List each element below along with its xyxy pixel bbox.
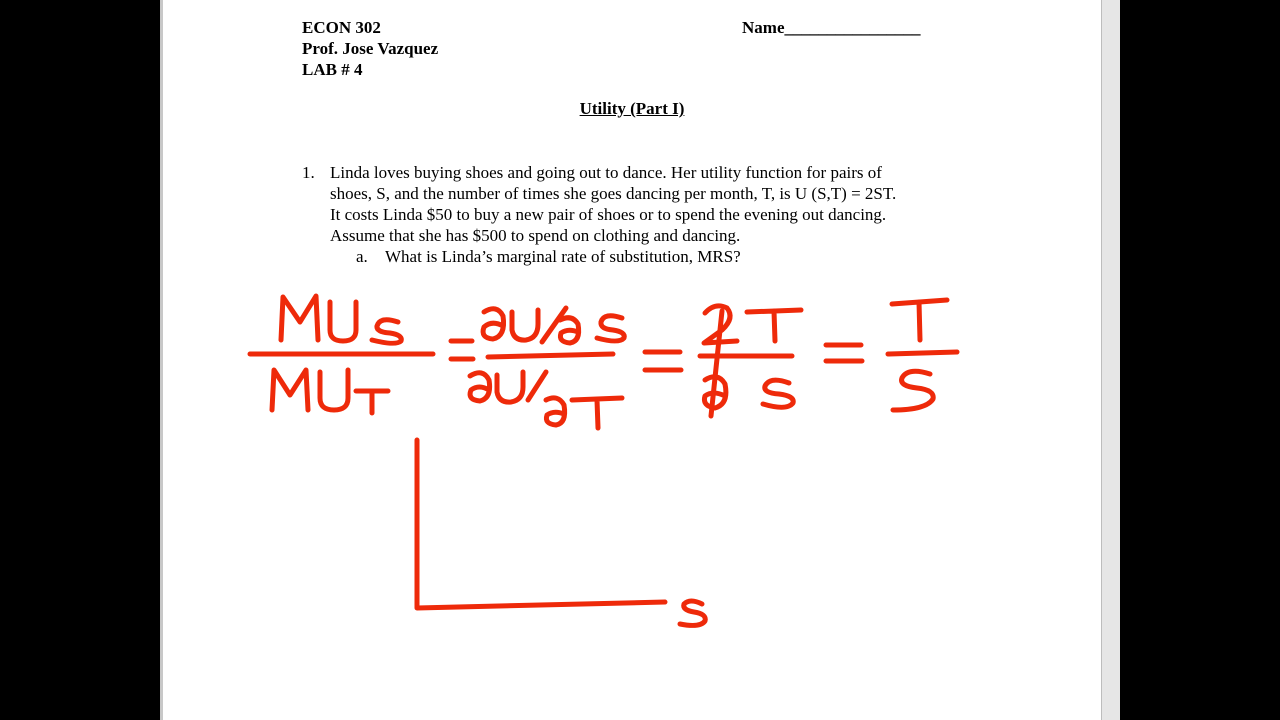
part-a-label: a.: [356, 247, 368, 266]
question-number: 1.: [302, 163, 315, 182]
page-scroll-edge: [1101, 0, 1120, 720]
lab-number: LAB # 4: [302, 60, 363, 79]
part-a-question: What is Linda’s marginal rate of substitution, MRS?: [385, 247, 741, 266]
name-field-label: Name________________: [742, 18, 921, 37]
professor-name: Prof. Jose Vazquez: [302, 39, 439, 58]
question-line-3: It costs Linda $50 to buy a new pair of shoes or to spend the evening out dancing.: [330, 205, 887, 224]
page-title: Utility (Part I): [579, 99, 685, 118]
question-line-1: Linda loves buying shoes and going out to dance. Her utility function for pairs of: [330, 163, 882, 182]
page-left-edge: [160, 0, 163, 720]
question-line-2: shoes, S, and the number of times she goes dancing per month, T, is U (S,T) = 2ST.: [330, 184, 897, 203]
question-line-4: Assume that she has $500 to spend on clothing and dancing.: [330, 226, 741, 245]
document-page: [160, 0, 1120, 720]
course-code: ECON 302: [302, 18, 381, 37]
